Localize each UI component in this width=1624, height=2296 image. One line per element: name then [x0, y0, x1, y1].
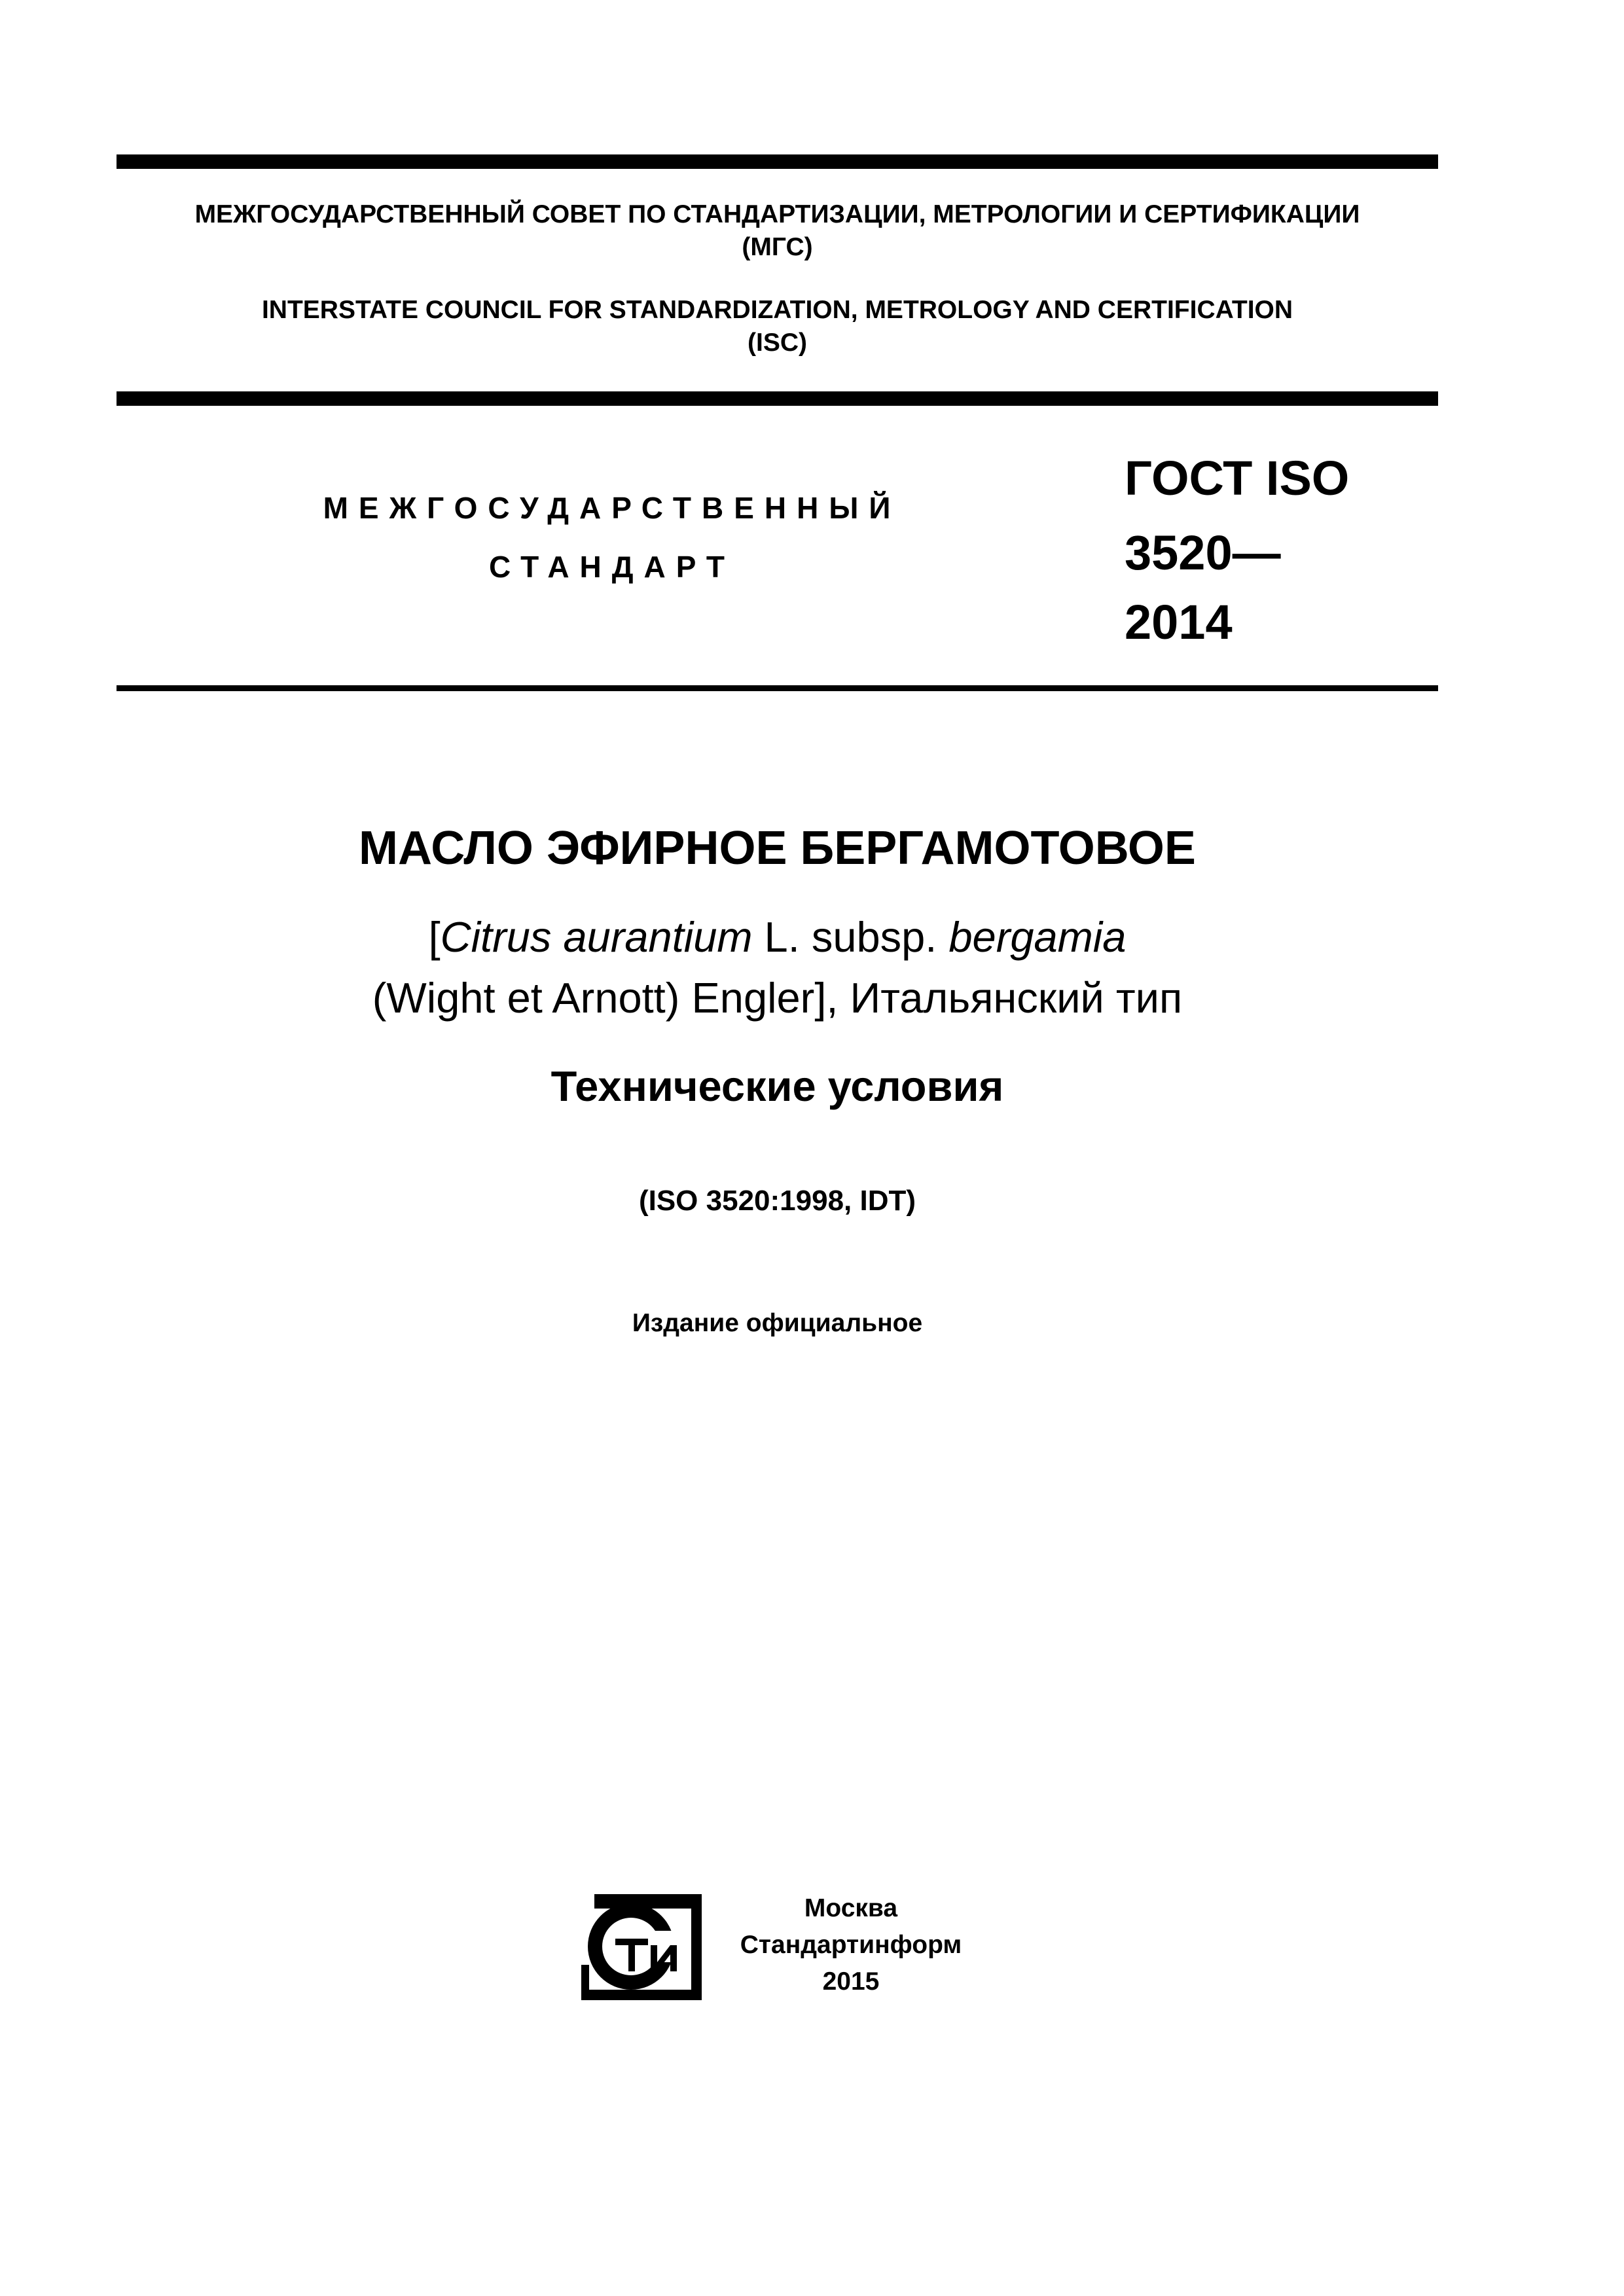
- botanical-subspecies: bergamia: [948, 913, 1127, 961]
- publisher-name: Стандартинформ: [740, 1931, 962, 1959]
- botanical-rank: L. subsp.: [752, 913, 949, 961]
- botanical-name-line2: (Wight et Arnott) Engler], Итальянский тип: [372, 974, 1183, 1022]
- standard-number-line3: 2014: [1125, 595, 1233, 649]
- council-name-en: INTERSTATE COUNCIL FOR STANDARDIZATION, METROLOGY AND CERTIFICATION: [261, 296, 1293, 324]
- edition-note: Издание официальное: [632, 1309, 923, 1337]
- botanical-name-line1: [117, 911, 1438, 963]
- publication-year: 2015: [822, 1967, 880, 1996]
- standartinform-logo-icon: [575, 1892, 706, 2003]
- lower-divider: [117, 685, 1438, 691]
- middle-divider: [117, 391, 1438, 406]
- document-title: МАСЛО ЭФИРНОЕ БЕРГАМОТОВОЕ: [359, 822, 1196, 874]
- standard-label-line2: СТАНДАРТ: [489, 550, 735, 584]
- standard-number-line2: 3520—: [1125, 526, 1281, 580]
- standard-number-line1: ГОСТ ISO: [1125, 451, 1350, 505]
- publication-city: Москва: [804, 1894, 898, 1922]
- council-name-ru: МЕЖГОСУДАРСТВЕННЫЙ СОВЕТ ПО СТАНДАРТИЗАЦИИ, МЕТРОЛОГИИ И СЕРТИФИКАЦИИ: [194, 200, 1360, 228]
- iso-reference: (ISO 3520:1998, IDT): [638, 1185, 916, 1217]
- botanical-species: Citrus aurantium: [440, 913, 753, 961]
- specification-heading: Технические условия: [550, 1062, 1004, 1110]
- standard-label-line1: МЕЖГОСУДАРСТВЕННЫЙ: [323, 491, 901, 525]
- council-abbr-en: (ISC): [748, 329, 807, 357]
- top-divider: [117, 154, 1438, 169]
- botanical-bracket: [: [428, 913, 441, 961]
- council-abbr-ru: (МГС): [742, 233, 813, 261]
